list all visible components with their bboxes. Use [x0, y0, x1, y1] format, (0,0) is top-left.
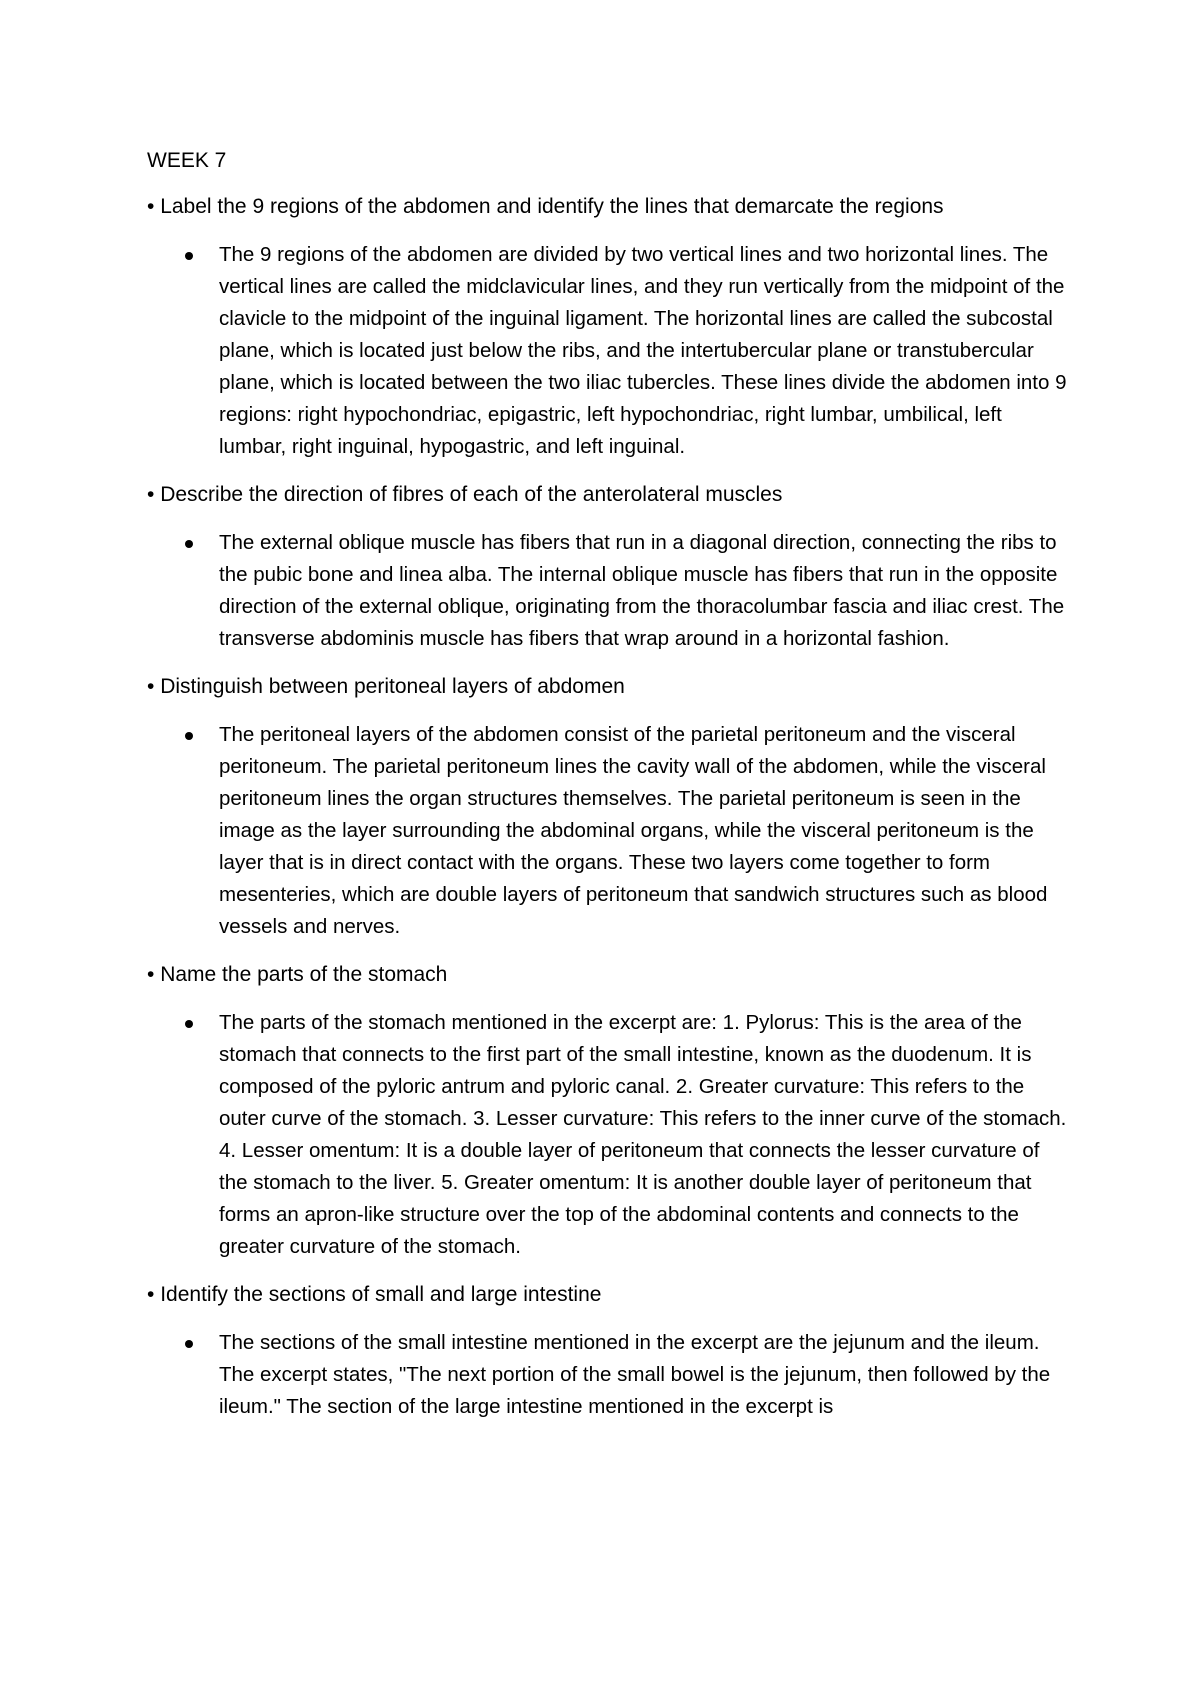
- question-text: Distinguish between peritoneal layers of abdomen: [160, 675, 625, 698]
- question-text: Name the parts of the stomach: [160, 963, 448, 986]
- document-content: [147, 148, 1077, 1442]
- question: [147, 482, 1077, 508]
- section-anterolateral-muscles: [147, 482, 1077, 655]
- question: [147, 674, 1077, 700]
- bullet-dot-icon: [185, 540, 193, 548]
- answer-text: The sections of the small intestine mentioned in the excerpt are the jejunum and the ileum. The excerpt states, "The next portion of the small bowel is the jejunum, then followed by the ileum." The section of the large intestine mentioned in the excerpt is: [219, 1331, 1051, 1418]
- question-bullet: •: [147, 483, 155, 506]
- question: [147, 962, 1077, 988]
- question-bullet: •: [147, 195, 155, 218]
- question-text: Describe the direction of fibres of each of the anterolateral muscles: [160, 483, 783, 506]
- question-bullet: •: [147, 963, 155, 986]
- bullet-dot-icon: [185, 732, 193, 740]
- question: [147, 194, 1077, 220]
- answer: [147, 1327, 1077, 1423]
- answer-text: The peritoneal layers of the abdomen consist of the parietal peritoneum and the visceral peritoneum. The parietal peritoneum lines the cavity wall of the abdomen, while the visceral peritoneum lines the organ structures themselves. The parietal peritoneum is seen in the image as the layer surrounding the abdominal organs, while the visceral peritoneum is the layer that is in direct contact with the organs. These two layers come together to form mesenteries, which are double layers of peritoneum that sandwich structures such as blood vessels and nerves.: [219, 723, 1048, 938]
- question-text: Label the 9 regions of the abdomen and identify the lines that demarcate the regions: [160, 195, 944, 218]
- section-peritoneal-layers: [147, 674, 1077, 943]
- question-text: Identify the sections of small and large intestine: [160, 1283, 602, 1306]
- question-bullet: •: [147, 675, 155, 698]
- answer-text: The parts of the stomach mentioned in the excerpt are: 1. Pylorus: This is the area of the stomach that connects to the first part of the small intestine, known as the duodenum. It is composed of the pyloric antrum and pyloric canal. 2. Greater curvature: This refers to the outer curve of the stomach. 3. Lesser curvature: This refers to the inner curve of the stomach. 4. Lesser omentum: It is a double layer of peritoneum that connects the lesser curvature of the stomach to the liver. 5. Greater omentum: It is another double layer of peritoneum that forms an apron-like structure over the top of the abdominal contents and connects to the greater curvature of the stomach.: [219, 1011, 1067, 1258]
- bullet-dot-icon: [185, 1020, 193, 1028]
- answer: [147, 527, 1077, 655]
- bullet-dot-icon: [185, 1340, 193, 1348]
- section-abdomen-regions: [147, 194, 1077, 463]
- question-bullet: •: [147, 1283, 155, 1306]
- page-title: WEEK 7: [147, 149, 227, 172]
- question: [147, 1282, 1077, 1308]
- answer-text: The 9 regions of the abdomen are divided by two vertical lines and two horizontal lines. The vertical lines are called the midclavicular lines, and they run vertically from the midpoint of the clavicle to the midpoint of the inguinal ligament. The horizontal lines are called the subcostal plane, which is located just below the ribs, and the intertubercular plane or transtubercular plane, which is located between the two iliac tubercles. These lines divide the abdomen into 9 regions: right hypochondriac, epigastric, left hypochondriac, right lumbar, umbilical, left lumbar, right inguinal, hypogastric, and left inguinal.: [219, 243, 1067, 458]
- section-intestine-sections: [147, 1282, 1077, 1423]
- answer: [147, 1007, 1077, 1263]
- answer-text: The external oblique muscle has fibers that run in a diagonal direction, connecting the ribs to the pubic bone and linea alba. The internal oblique muscle has fibers that run in the opposite direction of the external oblique, originating from the thoracolumbar fascia and iliac crest. The transverse abdominis muscle has fibers that wrap around in a horizontal fashion.: [219, 531, 1065, 650]
- answer: [147, 239, 1077, 463]
- section-stomach-parts: [147, 962, 1077, 1263]
- bullet-dot-icon: [185, 252, 193, 260]
- answer: [147, 719, 1077, 943]
